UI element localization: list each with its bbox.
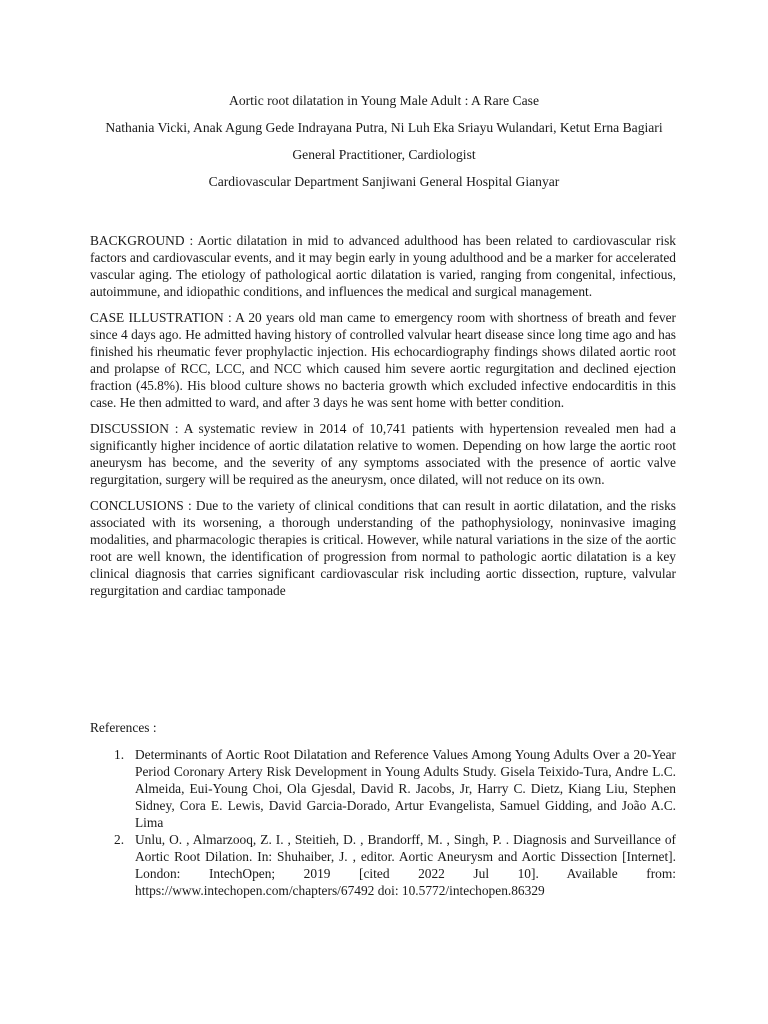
reference-number: 1. [114,747,125,762]
references-list [90,746,676,899]
references-heading: References : [90,720,157,735]
document-header [40,92,728,200]
reference-text: Determinants of Aortic Root Dilatation and Reference Values Among Young Adults Over a 20-Year Period Coronary Artery Risk Development in Young Adults Study. Gisela Teixido-Tura, Andre L.C. Almeida, Eui-Young Choi, Ola Gjesdal, David R. Jacobs, Jr, Harry C. Dietz, Kiang Liu, Stephen Sidney, Cora E. Lewis, David Garcia-Dorado, Artur Evangelista, Samuel Gidding, and João A.C. Lima [135,747,676,830]
background-paragraph: BACKGROUND : Aortic dilatation in mid to advanced adulthood has been related to cardiovascular risk factors and cardiovascular events, and it may begin early in young adulthood and be a marker for accelerated vascular aging. The etiology of pathological aortic dilatation is varied, ranging from congenital, infectious, autoimmune, and idiopathic conditions, and influences the medical and surgical management. [90,233,676,299]
authors-line: Nathania Vicki, Anak Agung Gede Indrayana Putra, Ni Luh Eka Sriayu Wulandari, Ketut Erna Bagiari [105,120,663,135]
conclusions-paragraph: CONCLUSIONS : Due to the variety of clinical conditions that can result in aortic dilatation, and the risks associated with its worsening, a thorough understanding of the pathophysiology, noninvasive imaging modalities, and pharmacologic therapies is critical. However, while natural variations in the size of the aortic root are well known, the identification of progression from normal to pathologic aortic dilatation is a key clinical diagnosis that carries significant cardiovascular risk including aortic dissection, rupture, valvular regurgitation and cardiac tamponade [90,498,676,598]
abstract-body [90,232,676,608]
case-illustration-paragraph: CASE ILLUSTRATION : A 20 years old man came to emergency room with shortness of breath and fever since 4 days ago. He admitted having history of controlled valvular heart disease since long time ago and has finished his rheumatic fever prophylactic injection. His echocardiography findings shows dilated aortic root and prolapse of RCC, LCC, and NCC which caused him severe aortic regurgitation and declined ejection fraction (45.8%). His blood culture shows no bacteria growth which excluded infective endocarditis in this case. He then admitted to ward, and after 3 days he was sent home with better condition. [90,310,676,410]
affiliation-line: Cardiovascular Department Sanjiwani General Hospital Gianyar [208,174,560,189]
paper-title: Aortic root dilatation in Young Male Adult : A Rare Case [229,93,539,108]
discussion-paragraph: DISCUSSION : A systematic review in 2014 of 10,741 patients with hypertension revealed men had a significantly higher incidence of aortic dilatation relative to women. Depending on how large the aortic root aneurysm has become, and the severity of any symptoms associated with the presence of aortic valve regurgitation, surgery will be required as the aneurysm, once dilated, will not reduce on its own. [90,421,676,487]
reference-number: 2. [114,832,125,847]
reference-item [90,831,676,899]
reference-item [90,746,676,831]
roles-line: General Practitioner, Cardiologist [292,147,476,162]
reference-text: Unlu, O. , Almarzooq, Z. I. , Steitieh, D. , Brandorff, M. , Singh, P. . Diagnosis and Surveillance of Aortic Root Dilation. In: Shuhaiber, J. , editor. Aortic Aneurysm and Aortic Dissection [Internet]. London: IntechOpen; 2019 [cited 2022 Jul 10]. Available from: https://www.intechopen.com/chapters/67492 doi: 10.5772/intechopen.86329 [135,832,676,898]
